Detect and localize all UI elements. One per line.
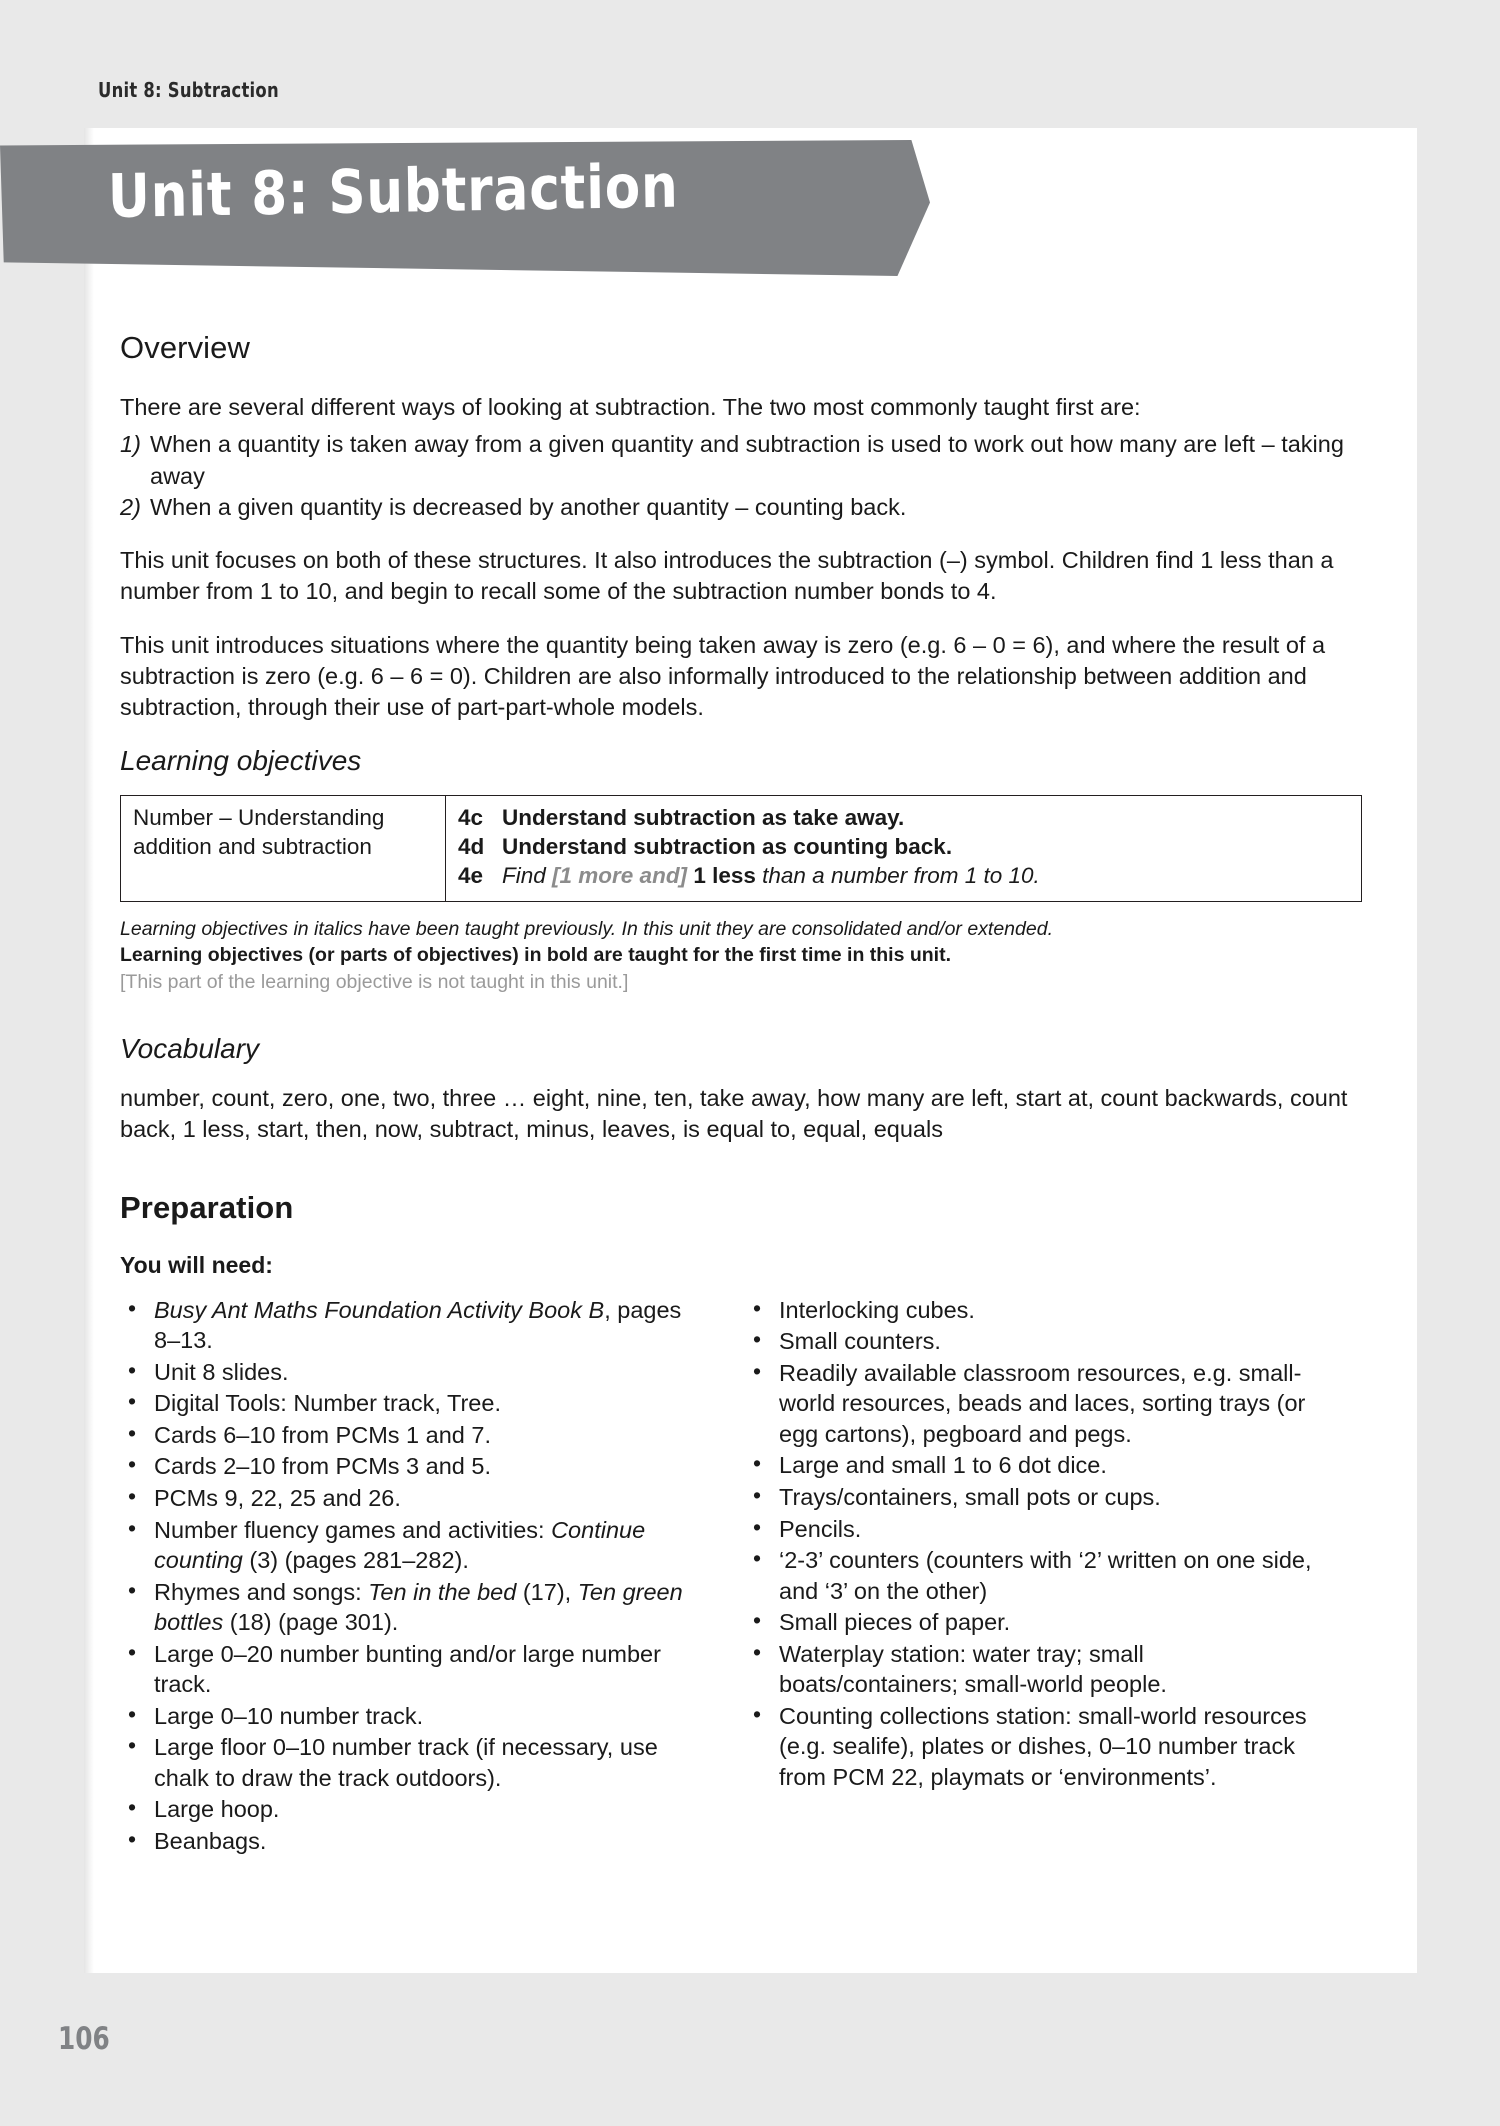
preparation-right-column [745, 1295, 1328, 1794]
learning-objectives-table [120, 795, 1362, 901]
unit-banner [0, 140, 930, 276]
footnote-italic: Learning objectives in italics have been taught previously. In this unit they are consolidated and/or extended. [120, 917, 1053, 940]
list-item: • Large 0–20 number bunting and/or large number track. [120, 1639, 703, 1700]
numbered-item-text: When a quantity is taken away from a given quantity and subtraction is used to work out how many are left – taking away [150, 431, 1344, 489]
preparation-heading: Preparation [120, 1189, 294, 1225]
list-item: • PCMs 9, 22, 25 and 26. [120, 1483, 703, 1514]
lo-text: Understand subtraction as take away. [502, 805, 905, 831]
list-item: • Beanbags. [120, 1826, 703, 1857]
preparation-section [120, 1190, 1365, 1858]
list-item: • Counting collections station: small-world resources (e.g. sealife), plates or dishes, 0–10 number track from PCM 22, playmats or ‘environments’. [745, 1701, 1328, 1793]
list-item: • Waterplay station: water tray; small boats/containers; small-world people. [745, 1639, 1328, 1700]
left-bullet-list [120, 1295, 703, 1857]
list-item: • Trays/containers, small pots or cups. [745, 1482, 1328, 1513]
page-number: 106 [58, 2021, 110, 2057]
vocabulary-heading: Vocabulary [120, 1033, 260, 1065]
list-item: • Large floor 0–10 number track (if necessary, use chalk to draw the track outdoors). [120, 1732, 703, 1793]
list-item: • Small pieces of paper. [745, 1607, 1328, 1638]
list-item: • Small counters. [745, 1326, 1328, 1357]
numbered-item [120, 492, 1365, 523]
paper-gutter-shadow [84, 128, 94, 1973]
list-item: • ‘2-3’ counters (counters with ‘2’ written on one side, and ‘3’ on the other) [745, 1545, 1328, 1606]
list-item: • Large and small 1 to 6 dot dice. [745, 1450, 1328, 1481]
list-item: • Rhymes and songs: Ten in the bed (17), Ten green bottles (18) (page 301). [120, 1577, 703, 1638]
lo-code: 4d [458, 834, 485, 860]
list-item: • Cards 2–10 from PCMs 3 and 5. [120, 1451, 703, 1482]
list-item: • Interlocking cubes. [745, 1295, 1328, 1326]
list-item: • Readily available classroom resources, e.g. small-world resources, beads and laces, sorting trays (or egg cartons), pegboard and pegs. [745, 1358, 1328, 1450]
vocabulary-text: number, count, zero, one, two, three … eight, nine, ten, take away, how many are left, start at, count backwards, count back, 1 less, start, then, now, subtract, minus, leaves, is equal to, equal, equals [120, 1085, 1348, 1143]
overview-paragraph-3: This unit introduces situations where the quantity being taken away is zero (e.g. 6 – 0 = 6), and where the result of a subtraction is zero (e.g. 6 – 6 = 0). Children are also informally introduced to the relationship between addition and subtraction, through their use of part-part-whole models. [120, 631, 1326, 720]
learning-objectives-footnotes [120, 916, 1365, 996]
numbered-item-text: When a given quantity is decreased by another quantity – counting back. [150, 493, 907, 520]
numbered-item-marker: 1) [120, 431, 141, 458]
overview-paragraph-2: This unit focuses on both of these structures. It also introduces the subtraction (–) symbol. Children find 1 less than a number from 1 to 10, and begin to recall some of the subtraction number bonds to 4. [120, 547, 1334, 605]
lo-objective-row [458, 833, 1349, 862]
running-head: Unit 8: Subtraction [98, 78, 279, 102]
overview-heading: Overview [120, 330, 250, 365]
lo-text: Find [1 more and] 1 less than a number from 1 to 10. [502, 862, 1040, 888]
preparation-left-column [120, 1295, 703, 1858]
numbered-item-marker: 2) [120, 493, 141, 520]
footnote-grey: [This part of the learning objective is not taught in this unit.] [120, 970, 629, 993]
numbered-item [120, 429, 1365, 492]
right-bullet-list [745, 1295, 1328, 1793]
overview-numbered-list [120, 429, 1365, 523]
vocabulary-section [120, 1033, 1365, 1146]
lo-objectives-cell [446, 796, 1362, 901]
lo-code: 4c [458, 805, 484, 831]
list-item: • Unit 8 slides. [120, 1357, 703, 1388]
list-item: • Busy Ant Maths Foundation Activity Book B, pages 8–13. [120, 1295, 703, 1356]
preparation-columns [120, 1295, 1365, 1858]
you-will-need-label: You will need: [120, 1251, 273, 1278]
lo-objective-row [458, 862, 1349, 891]
list-item: • Cards 6–10 from PCMs 1 and 7. [120, 1420, 703, 1451]
overview-intro: There are several different ways of looking at subtraction. The two most commonly taught first are: [120, 394, 1141, 420]
learning-objectives-heading: Learning objectives [120, 745, 362, 777]
page-content [120, 330, 1365, 1858]
lo-text: Understand subtraction as counting back. [502, 834, 953, 860]
list-item: • Pencils. [745, 1514, 1328, 1545]
lo-strand-cell: Number – Understanding addition and subtraction [121, 796, 446, 901]
list-item: • Large hoop. [120, 1794, 703, 1825]
list-item: • Digital Tools: Number track, Tree. [120, 1388, 703, 1419]
table-row [121, 796, 1362, 901]
footnote-bold: Learning objectives (or parts of objectives) in bold are taught for the first time in this unit. [120, 944, 952, 967]
list-item: • Large 0–10 number track. [120, 1701, 703, 1732]
lo-objective-row [458, 804, 1349, 833]
unit-title: Unit 8: Subtraction [107, 151, 680, 232]
list-item: • Number fluency games and activities: Continue counting (3) (pages 281–282). [120, 1515, 703, 1576]
lo-code: 4e [458, 862, 484, 888]
